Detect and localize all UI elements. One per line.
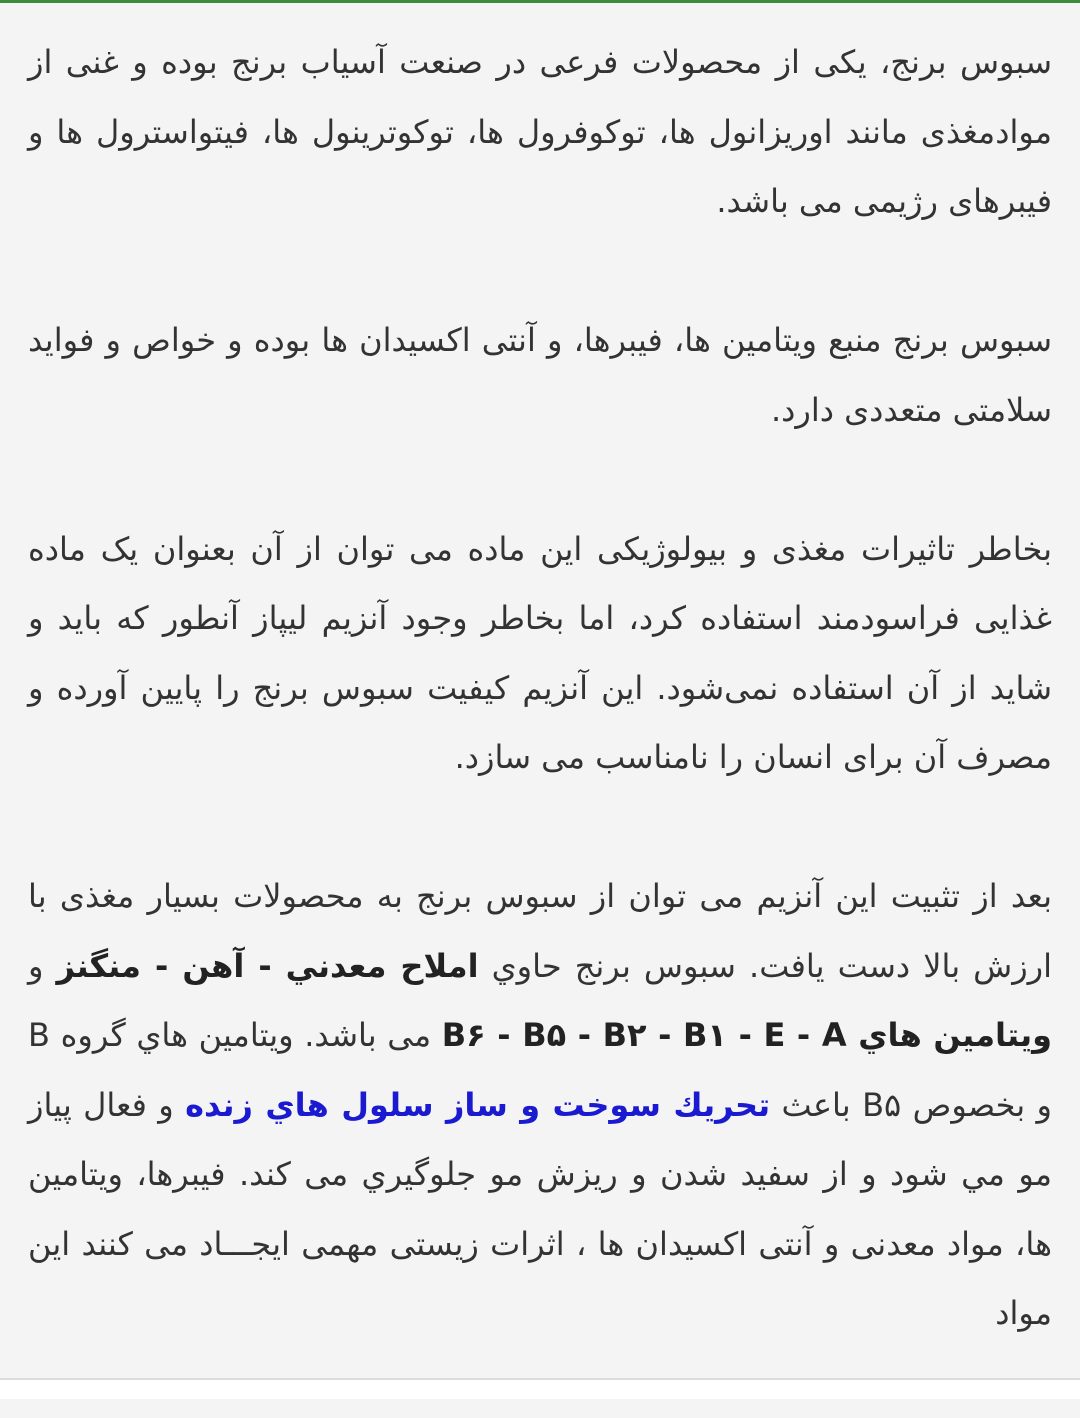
top-accent-line	[0, 0, 1080, 3]
bottom-bar	[0, 1378, 1080, 1399]
paragraph-benefits: سبوس برنج منبع ویتامین ها، فیبرها، و آنتی اکسیدان ها بوده و خواص و فواید سلامتی متعددی دارد.	[28, 321, 1052, 429]
text-segment: و	[28, 946, 57, 985]
text-segment: بعد از تثبیت این آنزیم می توان از سبوس برنج به محصولات بسیار مغذی با ارزش بالا دست یافت. سبوس برنج حاوي	[28, 877, 1053, 985]
article-body	[28, 28, 1052, 1418]
paragraph-nutrients	[28, 862, 1052, 1349]
text-segment: می باشد. ويتامين هاي گروه B و بخصوص B۵ باعث	[28, 1016, 1053, 1124]
paragraph-lipase: بخاطر تاثیرات مغذی و بیولوژیکی این ماده می توان از آن بعنوان یک ماده غذایی فراسودمند استفاده کرد، اما بخاطر وجود آنزیم لیپاز آنطور که باید و شاید از آن استفاده نمی‌شود. این آنزیم کیفیت سبوس برنج را پایین آورده و مصرف آن برای انسان را نامناسب می سازد.	[28, 529, 1052, 776]
bold-vitamins: ويتامين هاي B۶ - B۵ - B۲ - B۱ - E - A	[441, 1016, 1053, 1054]
bold-minerals: املاح معدني - آهن - منگنز	[56, 946, 479, 985]
metabolism-link[interactable]: تحريك سوخت و ساز سلول هاي زنده	[185, 1085, 771, 1124]
text-segment: و فعال پياز مو مي شود و از سفيد شدن و ريزش مو جلوگيري می کند. فیبرها، ویتامین ها، مواد معدنی و آنتی اکسیدان ها ، اثرات زیستی مهمی ایجـــاد می کنند این مواد	[28, 1085, 1052, 1332]
paragraph-intro: سبوس برنج، یکی از محصولات فرعی در صنعت آسیاب برنج بوده و غنی از موادمغذی مانند اوریزانول ها، توکوفرول ها، توکوترینول ها، فیتواسترول ها و فیبرهای رژیمی می باشد.	[28, 43, 1052, 220]
